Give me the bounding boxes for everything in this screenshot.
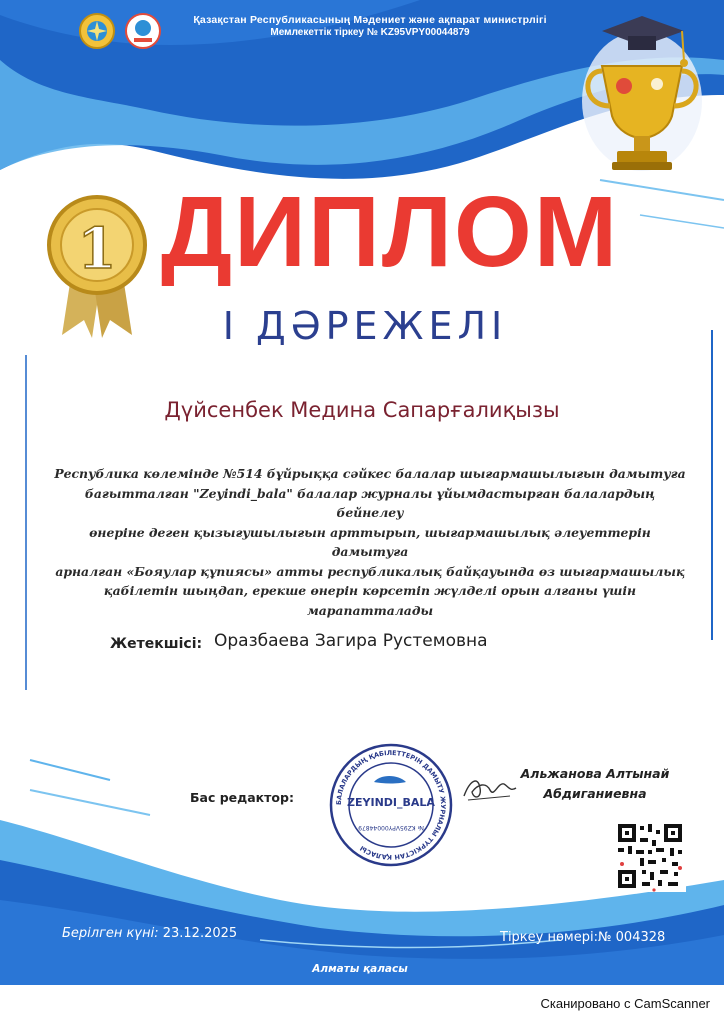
award-description xyxy=(50,464,690,620)
stamp-reg-text: № KZ95VPY00044879 xyxy=(358,824,424,831)
chief-editor-patronymic: Абдиганиевна xyxy=(543,786,647,801)
scanner-watermark: Сканировано с CamScanner xyxy=(540,996,710,1011)
registration-number-label: Тіркеу нөмері:№ xyxy=(500,930,612,945)
kazakhstan-emblem-icon xyxy=(78,12,116,50)
description-line: Республика көлемінде №514 бұйрыққа сәйкес балалар шығармашылығын дамытуға xyxy=(54,466,686,481)
issue-date-label: Берілген күні: xyxy=(62,926,159,941)
description-line: қабілетін шыңдап, ерекше өнерін көрсетіп жүлделі орын алғаны үшін xyxy=(103,583,637,598)
issue-date xyxy=(62,926,237,941)
city-name: Алматы қаласы xyxy=(312,963,408,975)
medal-number: 1 xyxy=(77,216,117,282)
chief-editor-name: Альжанова Алтынай xyxy=(520,766,670,781)
description-line: бағытталған "Zeyindi_bala" балалар журналы ұйымдастырған балалардың бейнелеу xyxy=(84,485,656,520)
description-line: арналған «Бояулар құпиясы» атты республикалық байқауында өз шығармашылық xyxy=(55,563,685,579)
supervisor-label: Жетекшісі: xyxy=(110,636,203,652)
stamp-center-text: ZEYINDI_BALA xyxy=(347,796,435,809)
registration-number-value: 004328 xyxy=(615,930,666,945)
description-line: өнеріне деген қызығушылығын арттырып, шығармашылық әлеуеттерін дамытуға xyxy=(89,524,651,559)
ministry-logo-icon xyxy=(124,12,162,50)
diploma-title: ДИПЛОМ xyxy=(160,176,620,288)
chief-editor-label: Бас редактор: xyxy=(190,790,294,805)
stamp-ring-text: БАЛАЛАРДЫҢ ҚАБІЛЕТТЕРІН ДАМЫТУ ЖУРНАЛЫ ТҮРКІСТАН ҚАЛАСЫ xyxy=(334,748,448,862)
degree-subtitle: І ДӘРЕЖЕЛІ xyxy=(222,304,508,348)
state-registration: Мемлекеттік тіркеу № KZ95VPY00044879 xyxy=(270,27,470,38)
trophy-icon xyxy=(572,6,702,176)
first-place-medal-icon xyxy=(42,190,152,340)
issue-date-value: 23.12.2025 xyxy=(162,926,238,941)
description-line: марапатталады xyxy=(306,602,434,618)
official-stamp-icon xyxy=(328,742,454,868)
ministry-header: Қазақстан Республикасының Мәдениет және ақпарат министрлігі xyxy=(193,14,547,26)
registration-number xyxy=(500,930,665,945)
supervisor-name: Оразбаева Загира Рустемовна xyxy=(214,631,488,651)
qr-code-icon xyxy=(614,820,686,892)
recipient-name: Дүйсенбек Медина Сапарғалиқызы xyxy=(164,398,560,422)
